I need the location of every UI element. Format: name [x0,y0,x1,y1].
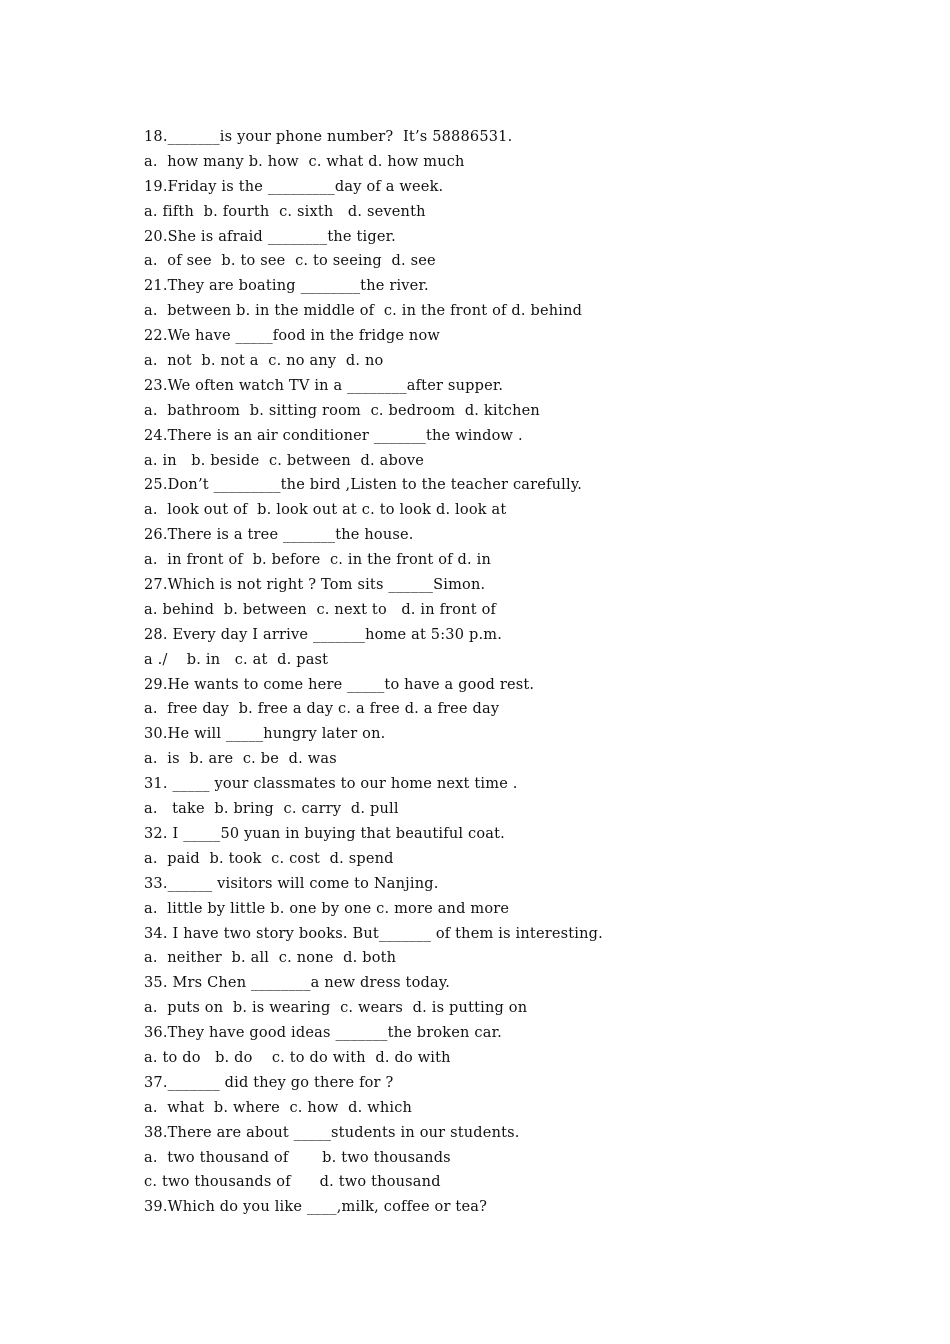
question-24: 24.There is an air conditioner _______the window . [144,427,523,444]
question-22: 22.We have _____food in the fridge now [144,328,441,345]
question-27: 27.Which is not right ? Tom sits ______Simon. [144,577,486,594]
options-36: a. to do b. do c. to do with d. do with [144,1049,451,1066]
options-33: a. little by little b. one by one c. more and more [144,900,510,917]
question-28: 28. Every day I arrive _______home at 5:30 p.m. [144,626,503,643]
options-24: a. in b. beside c. between d. above [144,452,425,469]
options-35: a. puts on b. is wearing c. wears d. is putting on [144,1000,528,1017]
question-19: 19.Friday is the _________day of a week. [144,178,444,195]
question-20: 20.She is afraid ________the tiger. [144,228,396,245]
question-18: 18._______is your phone number? It’s 58886531. [144,129,513,145]
options-30: a. is b. are c. be d. was [144,751,337,768]
options-38-row-1: a. two thousand of b. two thousands [144,1149,451,1166]
options-29: a. free day b. free a day c. a free d. a free day [144,701,500,718]
exercise-list [144,125,864,1220]
question-31: 31. _____ your classmates to our home next time . [144,776,518,793]
options-26: a. in front of b. before c. in the front of d. in [144,552,492,569]
options-18: a. how many b. how c. what d. how much [144,153,465,170]
options-38-row-2: c. two thousands of d. two thousand [144,1174,441,1191]
options-37: a. what b. where c. how d. which [144,1099,413,1116]
options-27: a. behind b. between c. next to d. in front of [144,601,497,618]
question-25: 25.Don’t _________the bird ,Listen to the teacher carefully. [144,477,583,494]
options-23: a. bathroom b. sitting room c. bedroom d. kitchen [144,402,540,419]
question-36: 36.They have good ideas _______the broken car. [144,1025,502,1042]
options-20: a. of see b. to see c. to seeing d. see [144,253,436,270]
question-37: 37._______ did they go there for ? [144,1074,394,1091]
question-30: 30.He will _____hungry later on. [144,726,386,743]
options-32: a. paid b. took c. cost d. spend [144,850,394,867]
question-32: 32. I _____50 yuan in buying that beautiful coat. [144,825,505,842]
options-31: a. take b. bring c. carry d. pull [144,801,399,818]
options-19: a. fifth b. fourth c. sixth d. seventh [144,203,426,220]
options-21: a. between b. in the middle of c. in the front of d. behind [144,303,583,320]
question-39: 39.Which do you like ____,milk, coffee or tea? [144,1199,488,1216]
options-22: a. not b. not a c. no any d. no [144,353,384,370]
question-21: 21.They are boating ________the river. [144,278,429,295]
question-26: 26.There is a tree _______the house. [144,527,414,544]
question-34: 34. I have two story books. But_______ of them is interesting. [144,925,603,942]
question-29: 29.He wants to come here _____to have a good rest. [144,676,535,693]
question-35: 35. Mrs Chen ________a new dress today. [144,975,451,992]
question-23: 23.We often watch TV in a ________after supper. [144,377,504,394]
options-34: a. neither b. all c. none d. both [144,950,397,967]
options-28: a ./ b. in c. at d. past [144,651,329,668]
question-33: 33.______ visitors will come to Nanjing. [144,875,439,892]
options-25: a. look out of b. look out at c. to look d. look at [144,502,507,519]
question-38: 38.There are about _____students in our students. [144,1124,520,1141]
